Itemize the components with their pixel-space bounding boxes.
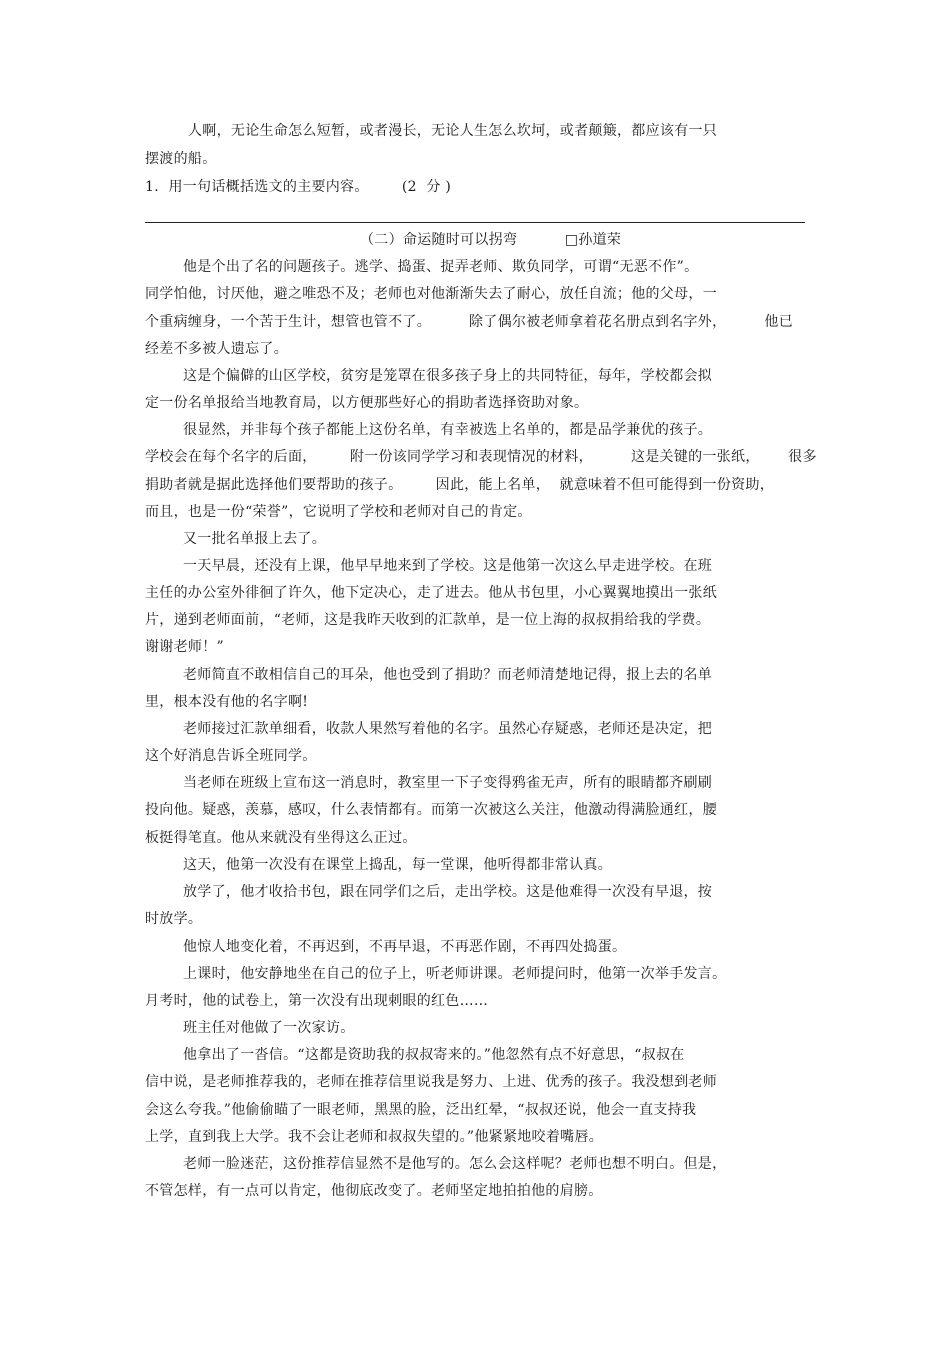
text-line: 同学怕他，讨厌他，避之唯恐不及；老师也对他渐渐失去了耐心，放任自流；他的父母，一	[145, 286, 717, 302]
text-line: 这个好消息告诉全班同学。	[145, 748, 317, 764]
text-line: 他是个出了名的问题孩子。逃学、捣蛋、捉弄老师、欺负同学，可谓“无恶不作”。	[183, 259, 699, 275]
text-line: 个重病缠身，一个苦于生计，想管也管不了。 除了偶尔被老师拿着花名册点到名字外， 他已	[145, 314, 793, 330]
text-line: 又一批名单报上去了。	[183, 531, 326, 547]
text-line: 这天，他第一次没有在课堂上捣乱，每一堂课，他听得都非常认真。	[183, 857, 612, 873]
text-line: 摆渡的船。	[145, 151, 217, 167]
text-line: 班主任对他做了一次家访。	[183, 1020, 355, 1036]
text-line: 信中说，是老师推荐我的，老师在推荐信里说我是努力、上进、优秀的孩子。我没想到老师	[145, 1074, 717, 1090]
text-line: 他拿出了一沓信。“这都是资助我的叔叔寄来的。”他忽然有点不好意思，“叔叔在	[183, 1047, 685, 1063]
text-line: 老师一脸迷茫，这份推荐信显然不是他写的。怎么会这样呢？老师也想不明白。但是，	[183, 1156, 727, 1172]
text-line: 老师接过汇款单细看，收款人果然写着他的名字。虽然心存疑惑，老师还是决定，把	[183, 721, 713, 737]
question-line: 1. 用一句话概括选文的主要内容。 (2 分 )	[145, 179, 452, 195]
text-line: 谢谢老师！”	[145, 639, 224, 655]
text-line: 定一份名单报给当地教育局，以方便那些好心的捐助者选择资助对象。	[145, 395, 589, 411]
text-line: 上课时，他安静地坐在自己的位子上，听老师讲课。老师提问时，他第一次举手发言。	[183, 966, 727, 982]
text-line: 投向他。疑惑，羡慕，感叹，什么表情都有。而第一次被这么关注，他激动得满脸通红，腰	[145, 802, 717, 818]
text-line: 这是个偏僻的山区学校，贫穷是笼罩在很多孩子身上的共同特征，每年，学校都会拟	[183, 368, 713, 384]
text-line: 他惊人地变化着，不再迟到，不再早退，不再恶作剧，不再四处捣蛋。	[183, 939, 627, 955]
text-line: 片，递到老师面前，“老师，这是我昨天收到的汇款单，是一位上海的叔叔捐给我的学费。	[145, 612, 711, 628]
text-line: 里，根本没有他的名字啊!	[145, 694, 309, 710]
text-line: 上学，直到我上大学。我不会让老师和叔叔失望的。”他紧紧地咬着嘴唇。	[145, 1129, 604, 1145]
horizontal-rule	[145, 222, 805, 223]
section-title: （二）命运随时可以拐弯 □孙道荣	[360, 232, 622, 248]
text-line: 当老师在班级上宣布这一消息时，教室里一下子变得鸦雀无声，所有的眼睛都齐刷刷	[183, 775, 713, 791]
text-line: 板挺得笔直。他从来就没有坐得这么正过。	[145, 830, 417, 846]
text-line: 会这么夸我。”他偷偷瞄了一眼老师，黑黑的脸，泛出红晕，“叔叔还说，他会一直支持我	[145, 1102, 697, 1118]
text-line: 放学了，他才收拾书包，跟在同学们之后，走出学校。这是他难得一次没有早退，按	[183, 884, 713, 900]
text-line: 捐助者就是据此选择他们要帮助的孩子。 因此，能上名单， 就意味着不但可能得到一份资助，	[145, 477, 775, 493]
text-line: 一天早晨，还没有上课，他早早地来到了学校。这是他第一次这么早走进学校。在班	[183, 558, 713, 574]
text-line: 时放学。	[145, 911, 203, 927]
text-line: 很显然，并非每个孩子都能上这份名单，有幸被选上名单的，都是品学兼优的孩子。	[183, 422, 713, 438]
text-line: 不管怎样，有一点可以肯定，他彻底改变了。老师坚定地拍拍他的肩膀。	[145, 1183, 603, 1199]
text-line: 而且，也是一份“荣誉”，它说明了学校和老师对自己的肯定。	[145, 504, 532, 520]
text-line: 主任的办公室外徘徊了许久，他下定决心，走了进去。他从书包里，小心翼翼地摸出一张纸	[145, 585, 717, 601]
text-line: 经差不多被人遗忘了。	[145, 341, 288, 357]
text-line: 老师简直不敢相信自己的耳朵，他也受到了捐助？而老师清楚地记得，报上去的名单	[183, 667, 713, 683]
text-line: 月考时，他的试卷上，第一次没有出现刺眼的红色……	[145, 993, 489, 1009]
text-line: 人啊，无论生命怎么短暂，或者漫长，无论人生怎么坎坷，或者颠簸，都应该有一只	[188, 123, 718, 139]
text-line: 学校会在每个名字的后面， 附一份该同学学习和表现情况的材料， 这是关键的一张纸， 很多	[145, 449, 817, 465]
